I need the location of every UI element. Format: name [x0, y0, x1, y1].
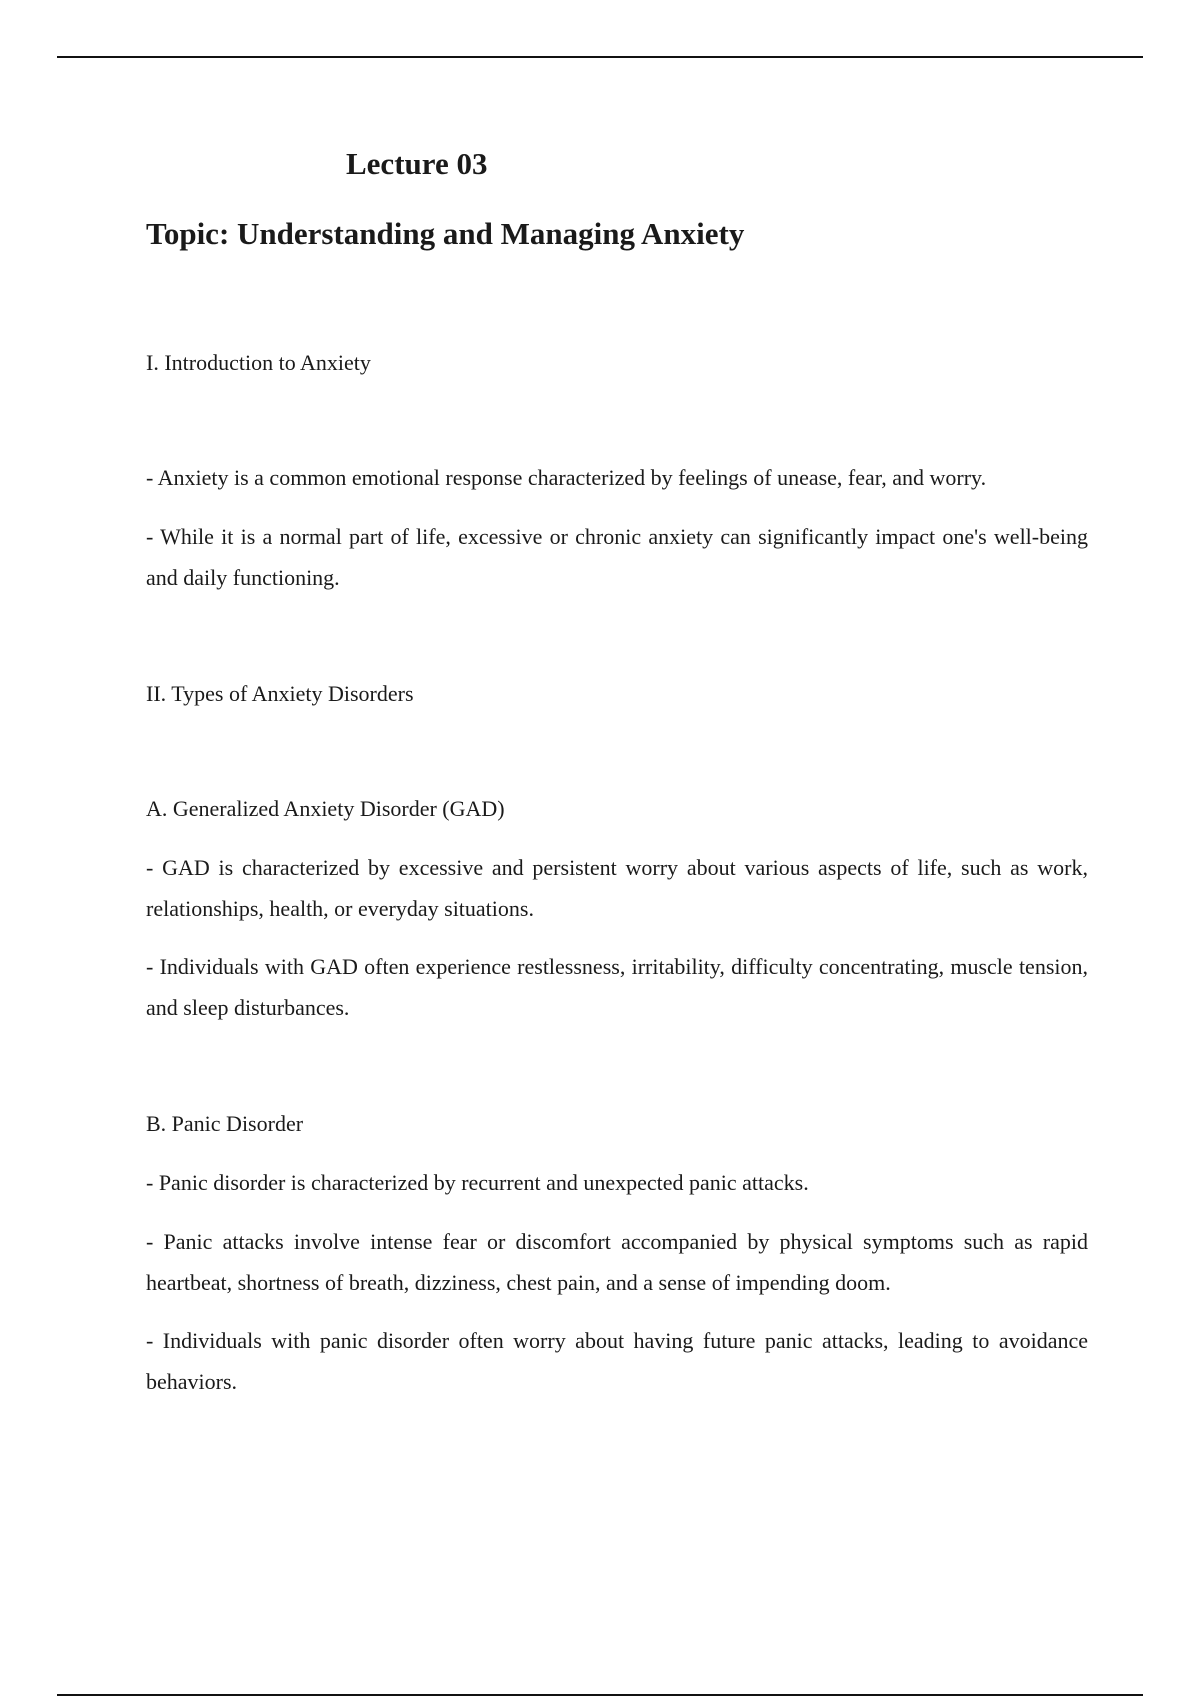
- subsection-b-heading: B. Panic Disorder: [146, 1111, 304, 1136]
- subsection-b-bullet-2: - Panic attacks involve intense fear or discomfort accompanied by physical symptoms such as rapid heartbeat, shortness of breath, dizziness, chest pain, and a sense of impending doom.: [146, 1229, 1088, 1295]
- subsection-b-bullet-1: - Panic disorder is characterized by recurrent and unexpected panic attacks.: [146, 1170, 809, 1195]
- lecture-title: Lecture 03: [346, 146, 488, 181]
- subsection-a-bullet-2: - Individuals with GAD often experience restlessness, irritability, difficulty concentrating, muscle tension, and sleep disturbances.: [146, 954, 1088, 1020]
- header-rule: [57, 56, 1143, 58]
- topic-title: Topic: Understanding and Managing Anxiety: [146, 216, 745, 251]
- section-1-heading: I. Introduction to Anxiety: [146, 350, 371, 375]
- subsection-a-heading: A. Generalized Anxiety Disorder (GAD): [146, 796, 505, 821]
- section-1-bullet-1: - Anxiety is a common emotional response characterized by feelings of unease, fear, and worry.: [146, 465, 987, 490]
- subsection-a-bullet-1: - GAD is characterized by excessive and persistent worry about various aspects of life, such as work, relationships, health, or everyday situations.: [146, 855, 1088, 921]
- section-2-heading: II. Types of Anxiety Disorders: [146, 681, 414, 706]
- section-1-bullet-2: - While it is a normal part of life, excessive or chronic anxiety can significantly impact one's well-being and daily functioning.: [146, 524, 1088, 590]
- footer-rule: [57, 1694, 1143, 1696]
- subsection-b-bullet-3: - Individuals with panic disorder often worry about having future panic attacks, leading to avoidance behaviors.: [146, 1328, 1088, 1394]
